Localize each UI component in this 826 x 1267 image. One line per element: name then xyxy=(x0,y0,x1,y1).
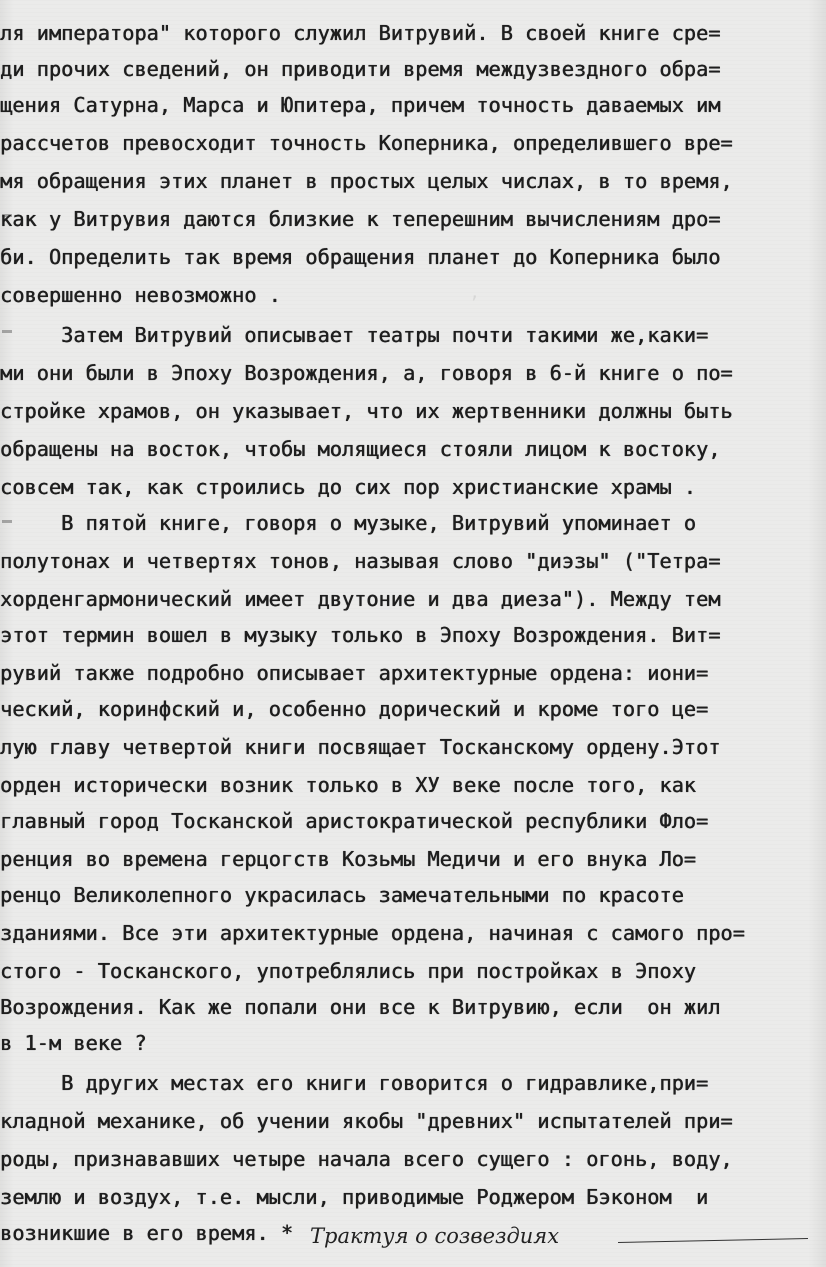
text-line: этот термин вошел в музыку только в Эпоху Возрождения. Вит= xyxy=(0,623,721,647)
text-line: в 1-м веке ? xyxy=(0,1031,147,1055)
bleed-through-text: , xyxy=(350,282,676,303)
text-line: ренция во времена герцогств Козьмы Медичи и его внука Ло= xyxy=(0,847,696,871)
text-line: Возрождения. Как же попали они все к Витрувию, если он жил xyxy=(0,995,721,1019)
text-line: полутонах и четвертях тонов, называя слово "диэзы" ("Тетра= xyxy=(0,549,721,573)
handwritten-note: Трактуя о созвездиях xyxy=(310,1224,560,1248)
text-line: стройке храмов, он указывает, что их жертвенники должны быть xyxy=(0,399,733,423)
text-line: ди прочих сведений, он приводити время междузвездного обра= xyxy=(0,57,721,81)
text-line: главный город Тосканской аристократической республики Фло= xyxy=(0,809,709,833)
text-line: щения Сатурна, Марса и Юпитера, причем точность даваемых им xyxy=(0,93,721,117)
text-line: землю и воздух, т.е. мысли, приводимые Роджером Бэконом и xyxy=(0,1185,709,1209)
text-line: мя обращения этих планет в простых целых числах, в то время, xyxy=(0,169,733,193)
text-line: би. Определить так время обращения планет до Коперника было xyxy=(0,245,721,269)
handwritten-underline xyxy=(618,1238,808,1243)
text-line: хорденгармонический имеет двутоние и два диеза"). Между тем xyxy=(0,587,721,611)
text-line: совершенно невозможно . xyxy=(0,283,281,307)
text-line: как у Витрувия даются близкие к теперешним вычислениям дро= xyxy=(0,207,721,231)
text-line: ческий, коринфский и, особенно дорический и кроме того це= xyxy=(0,697,709,721)
text-line: стого - Тосканского, употреблялись при постройках в Эпоху xyxy=(0,959,696,983)
text-line: Затем Витрувий описывает театры почти такими же,каки= xyxy=(0,323,709,347)
text-line: рувий также подробно описывает архитектурные ордена: иони= xyxy=(0,661,709,685)
text-line: зданиями. Все эти архитектурные ордена, начиная с самого про= xyxy=(0,921,745,945)
text-line: ренцо Великолепного украсилась замечательными по красоте xyxy=(0,883,684,907)
text-line: лую главу четвертой книги посвящает Тосканскому ордену.Этот xyxy=(0,735,721,759)
text-line: ля императора" которого служил Витрувий. В своей книге сре= xyxy=(0,21,721,45)
text-line: орден исторически возник только в ХУ веке после того, как xyxy=(0,773,696,797)
text-line: обращены на восток, чтобы молящиеся стояли лицом к востоку, xyxy=(0,437,721,461)
text-line: В других местах его книги говорится о гидравлике,при= xyxy=(0,1071,709,1095)
text-line: кладной механике, об учении якобы "древних" испытателей при= xyxy=(0,1109,733,1133)
text-line: совсем так, как строились до сих пор христианские храмы . xyxy=(0,475,696,499)
text-line: возникшие в его время. * xyxy=(0,1221,294,1245)
text-line: В пятой книге, говоря о музыке, Витрувий упоминает о xyxy=(0,511,696,535)
text-line: ми они были в Эпоху Возрождения, а, говоря в 6-й книге о по= xyxy=(0,361,733,385)
text-line: роды, признававших четыре начала всего сущего : огонь, воду, xyxy=(0,1147,733,1171)
text-line: рассчетов превосходит точность Коперника, определившего вре= xyxy=(0,131,733,155)
